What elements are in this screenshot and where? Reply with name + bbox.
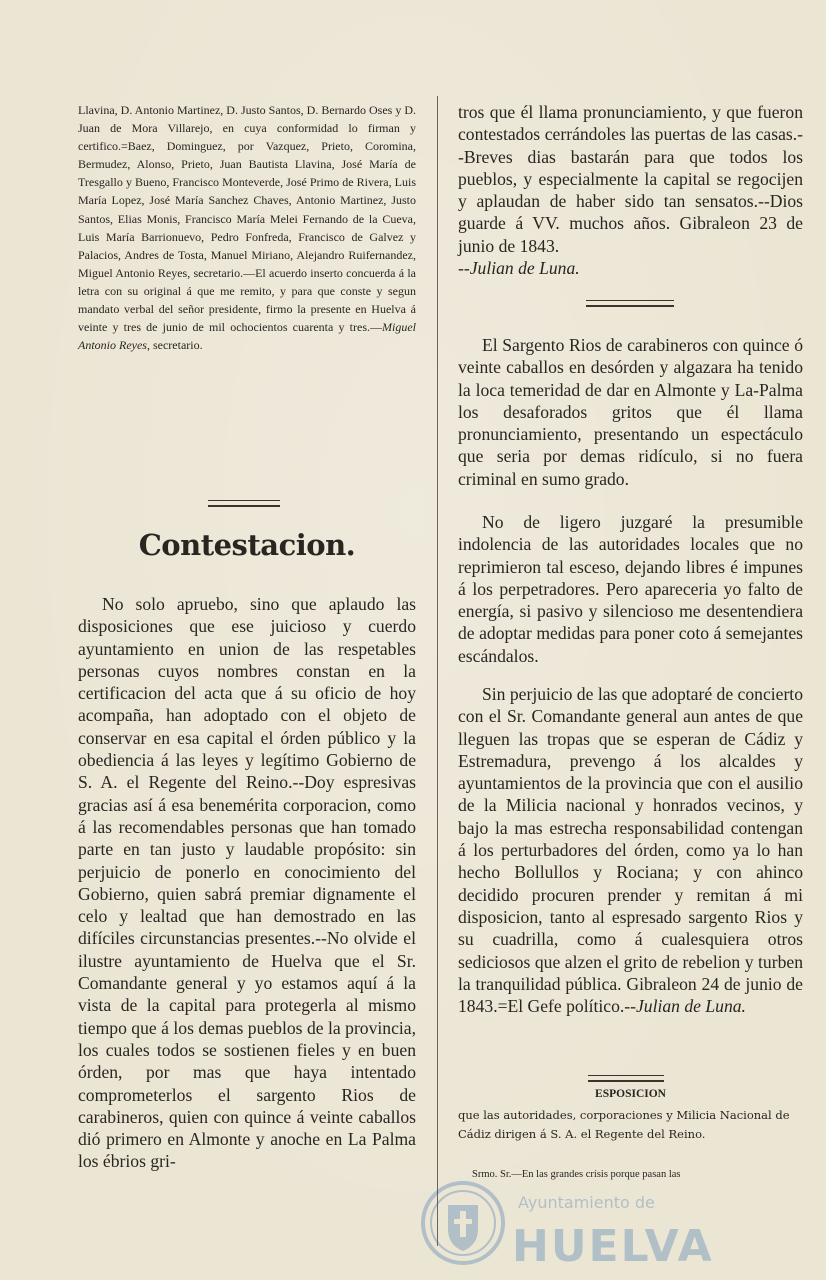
exposition-title: ESPOSICION [595, 1088, 666, 1100]
proclamation-paragraph-3: Sin perjuicio de las que adoptaré de concierto con el Sr. Comandante general aun antes de que lleguen las tropas que se esperan de Cádiz y Estremadura, prevengo á los alcaldes y ayuntamientos de la provincia que con el ausilio de la Milicia nacional y honrados vecinos, y bajo la mas estrecha responsabilidad contengan á los perturbadores del órden, como ya lo han hecho Bollullos y Rociana; y con ahinco decidido procuren prender y remitan á mi disposicion, tanto al espresado sargento Rios y su cuadrilla, como á cualesquiera otros sediciosos que alzen el grito de rebelion y turben la tranquilidad pública. Gibraleon 24 de junio de 1843.=El Gefe político.--Julian de Luna. [458, 684, 803, 1017]
section-separator [588, 1075, 664, 1082]
proclamation-paragraph-1: El Sargento Rios de carabineros con quince ó veinte caballos en desórden y algazara ha tenido la loca temeridad de dar en Almonte y La-Palma los desaforados gritos que él llama pronunciamiento, presentando un espectáculo que seria por demas ridículo, si no fuera criminal en sumo grado. [458, 335, 803, 489]
archive-watermark [420, 1175, 740, 1275]
proclamation-paragraph-2: No de ligero juzgaré la presumible indolencia de las autoridades locales que no reprimieron tal esceso, dejando libres é impunes á los perpetradores. Pero apareceria yo falto de energía, si pasivo y silencioso me desentendiera de adoptar medidas para poner coto á semejantes escándalos. [458, 512, 803, 666]
watermark-top-text: Ayuntamiento de [518, 1193, 655, 1212]
section-separator [586, 300, 674, 307]
reply-continuation: tros que él llama pronunciamiento, y que fueron contestados cerrándoles las puertas de las casas.--Breves dias bastarán para que todos los pueblos, y especialmente la capital se regocijen y aplaudan de haber sido tan sensatos.--Dios guarde á VV. muchos años. Gibraleon 23 de junio de 1843. --Julian de Luna. [458, 102, 803, 279]
exposition-start: Srmo. Sr.—En las grandes crísis porque pasan las [472, 1169, 681, 1180]
watermark-main-text: HUELVA [512, 1221, 714, 1272]
reply-signature: --Julian de Luna. [458, 258, 580, 279]
reply-text: No solo apruebo, sino que aplaudo las disposiciones que ese juicioso y cuerdo ayuntamiento en union de las respetables personas cuyos nombres constan en la certificacion del acta que á su oficio de hoy acompaña, han adoptado con el objeto de conservar en esa capital el órden público y la obediencia á las leyes y legítimo Gobierno de S. A. el Regente del Reino.--Doy espresivas gracias así á esa benemérita corporacion, como á las recomendables personas que han tomado parte en tan justo y laudable propósito: sin perjuicio de ponerlo en conocimiento del Gobierno, quien sabrá premiar dignamente el celo y lealtad que han demostrado en las difíciles circunstancias presentes.--No olvide el ilustre ayuntamiento de Huelva que el Sr. Comandante general y yo estamos aquí á la vista de la capital para protegerla al mismo tiempo que á los demas pueblos de la provincia, los cuales todos se sostienen fieles y en buen órden, por mas que haya intentado comprometerlos el sargento Rios de carabineros, quien con quince á veinte caballos dió primero en Almonte y anoche en La Palma los ébrios gri- [78, 594, 416, 1172]
certificate-text: Llavina, D. Antonio Martinez, D. Justo Santos, D. Bernardo Oses y D. Juan de Mora Villarejo, en cuya conformidad lo firman y certifico.=Baez, Dominguez, por Vazquez, Prieto, Coromina, Bermudez, Alonso, Prieto, Juan Bautista Llavina, José María de Tresgallo y Bueno, Francisco Monteverde, José Primo de Rivera, Luis María Lopez, José María Sanchez Chaves, Antonio Martinez, Justo Santos, Elias Monis, Francisco María Melei Fernando de la Cueva, Luis María Barrionuevo, Pedro Fonfreda, Francisco de Galvez y Palacios, Andres de Tosta, Manuel Miriano, Alejandro Ruifernandez, Miguel Antonio Reyes, secretario.—El acuerdo inserto concuerda á la letra con su original á que me remito, y para que conste y segun mandato verbal del señor presidente, firmo la presente en Huelva á veinte y tres de junio de mil ochocientos cuarenta y tres.—Miguel Antonio Reyes, secretario. [78, 103, 416, 353]
proclamation-signature: Julian de Luna. [636, 996, 746, 1017]
coat-of-arms-icon [420, 1175, 506, 1271]
section-separator [208, 500, 280, 507]
exposition-subtitle: que las autoridades, corporaciones y Milicia Nacional de Cádiz dirigen á S. A. el Regente del Reino. [458, 1108, 790, 1141]
certificate-signature: Miguel Antonio Reyes [78, 320, 416, 353]
column-divider [437, 96, 438, 1246]
section-heading: Contestacion. [138, 528, 356, 562]
